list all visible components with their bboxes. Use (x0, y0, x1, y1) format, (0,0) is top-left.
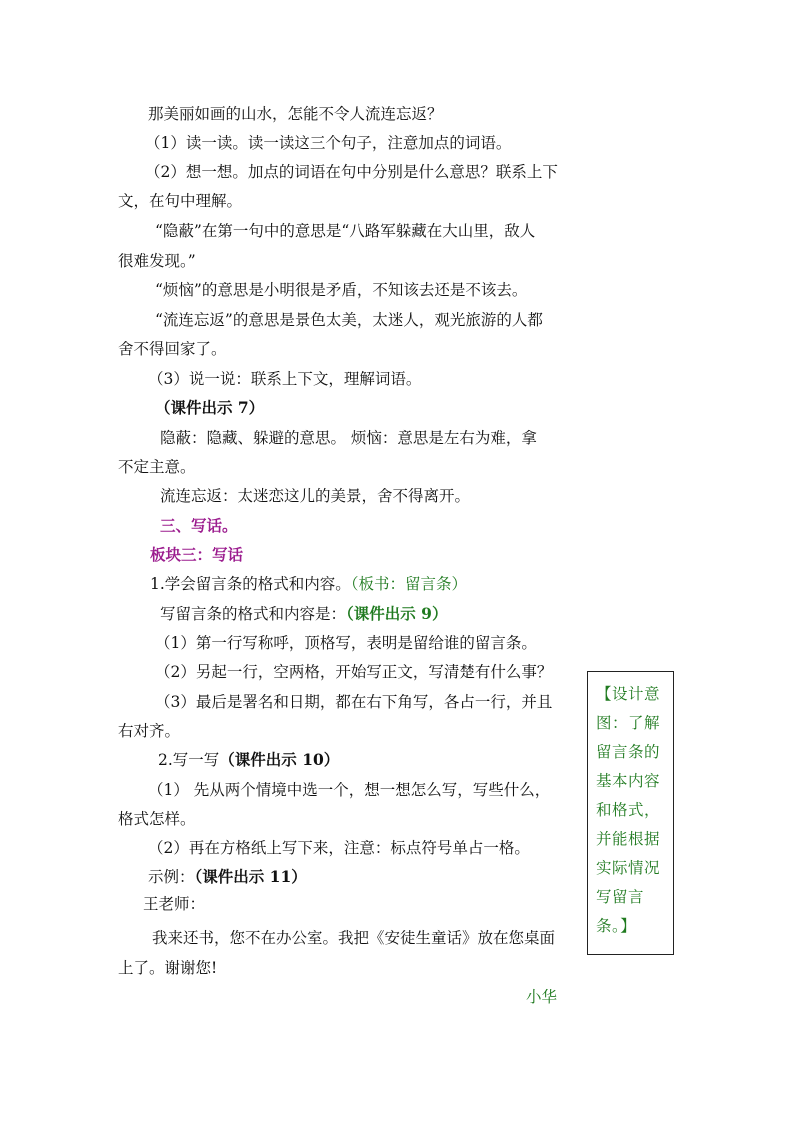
signature: 小华 (526, 988, 558, 1006)
courseware-label: （课件出示 7） (155, 398, 265, 417)
text-line (148, 867, 598, 887)
text-line: 文，在句中理解。 (118, 192, 243, 210)
text-line: 我来还书，您不在办公室。我把《安徒生童话》放在您桌面 (152, 929, 556, 947)
text-line (158, 750, 608, 770)
text-line: （1） 先从两个情境中选一个，想一想怎么写，写些什么， (148, 781, 551, 799)
text-line: （3）说一说：联系上下文，理解词语。 (148, 370, 422, 388)
text-line: 舍不得回家了。 (118, 340, 227, 358)
text-line: （1）读一读。读一读这三个句子，注意加点的词语。 (145, 134, 512, 152)
text-line: 流连忘返：太迷恋这儿的美景，舍不得离开。 (160, 487, 471, 505)
text-line: “隐蔽”在第一句中的意思是“八路军躲藏在大山里，敌人 (155, 222, 536, 240)
text-line: “流连忘返”的意思是景色太美，太迷人，观光旅游的人都 (155, 311, 543, 329)
text-line: 格式怎样。 (118, 810, 196, 828)
text-line: （2）想一想。加点的词语在句中分别是什么意思？联系上下 (145, 163, 558, 181)
text-line (160, 604, 610, 624)
text-line: （2）再在方格纸上写下来，注意：标点符号单占一格。 (148, 839, 530, 857)
text-line: 那美丽如画的山水，怎能不令人流连忘返？ (148, 105, 443, 123)
text-segment: 示例： (148, 868, 195, 886)
text-line: （2）另起一行，空两格，开始写正文，写清楚有什么事？ (155, 663, 553, 681)
section-heading: 三、写话。 (160, 516, 238, 535)
text-segment: 2.写一写 (158, 751, 220, 769)
text-line: （1）第一行写称呼，顶格写，表明是留给谁的留言条。 (155, 634, 537, 652)
courseware-label: （课件出示 9） (346, 604, 448, 623)
text-line: 不定主意。 (118, 458, 196, 476)
text-line: 王老师： (143, 895, 206, 913)
board-note: （板书：留言条） (350, 575, 468, 593)
design-intent-box: 【设计意图：了解留言条的基本内容和格式，并能根据实际情况写留言条。】 (587, 671, 674, 955)
text-line (150, 574, 600, 594)
text-line: 右对齐。 (118, 722, 181, 740)
text-line: （3）最后是署名和日期，都在右下角写，各占一行，并且 (155, 693, 553, 711)
text-line: 隐蔽：隐藏、躲避的意思。 烦恼：意思是左右为难，拿 (160, 429, 537, 447)
courseware-label: （课件出示 10） (219, 750, 340, 769)
text-line: “烦恼”的意思是小明很是矛盾，不知该去还是不该去。 (155, 281, 528, 299)
courseware-label: （课件出示 11） (194, 867, 307, 886)
text-segment: 1.学会留言条的格式和内容。 (150, 575, 351, 593)
text-line: 很难发现。” (118, 252, 196, 270)
block-heading: 板块三：写话 (150, 545, 244, 564)
text-segment: 写留言条的格式和内容是： (160, 605, 347, 623)
text-line: 上了。谢谢您! (118, 959, 218, 977)
